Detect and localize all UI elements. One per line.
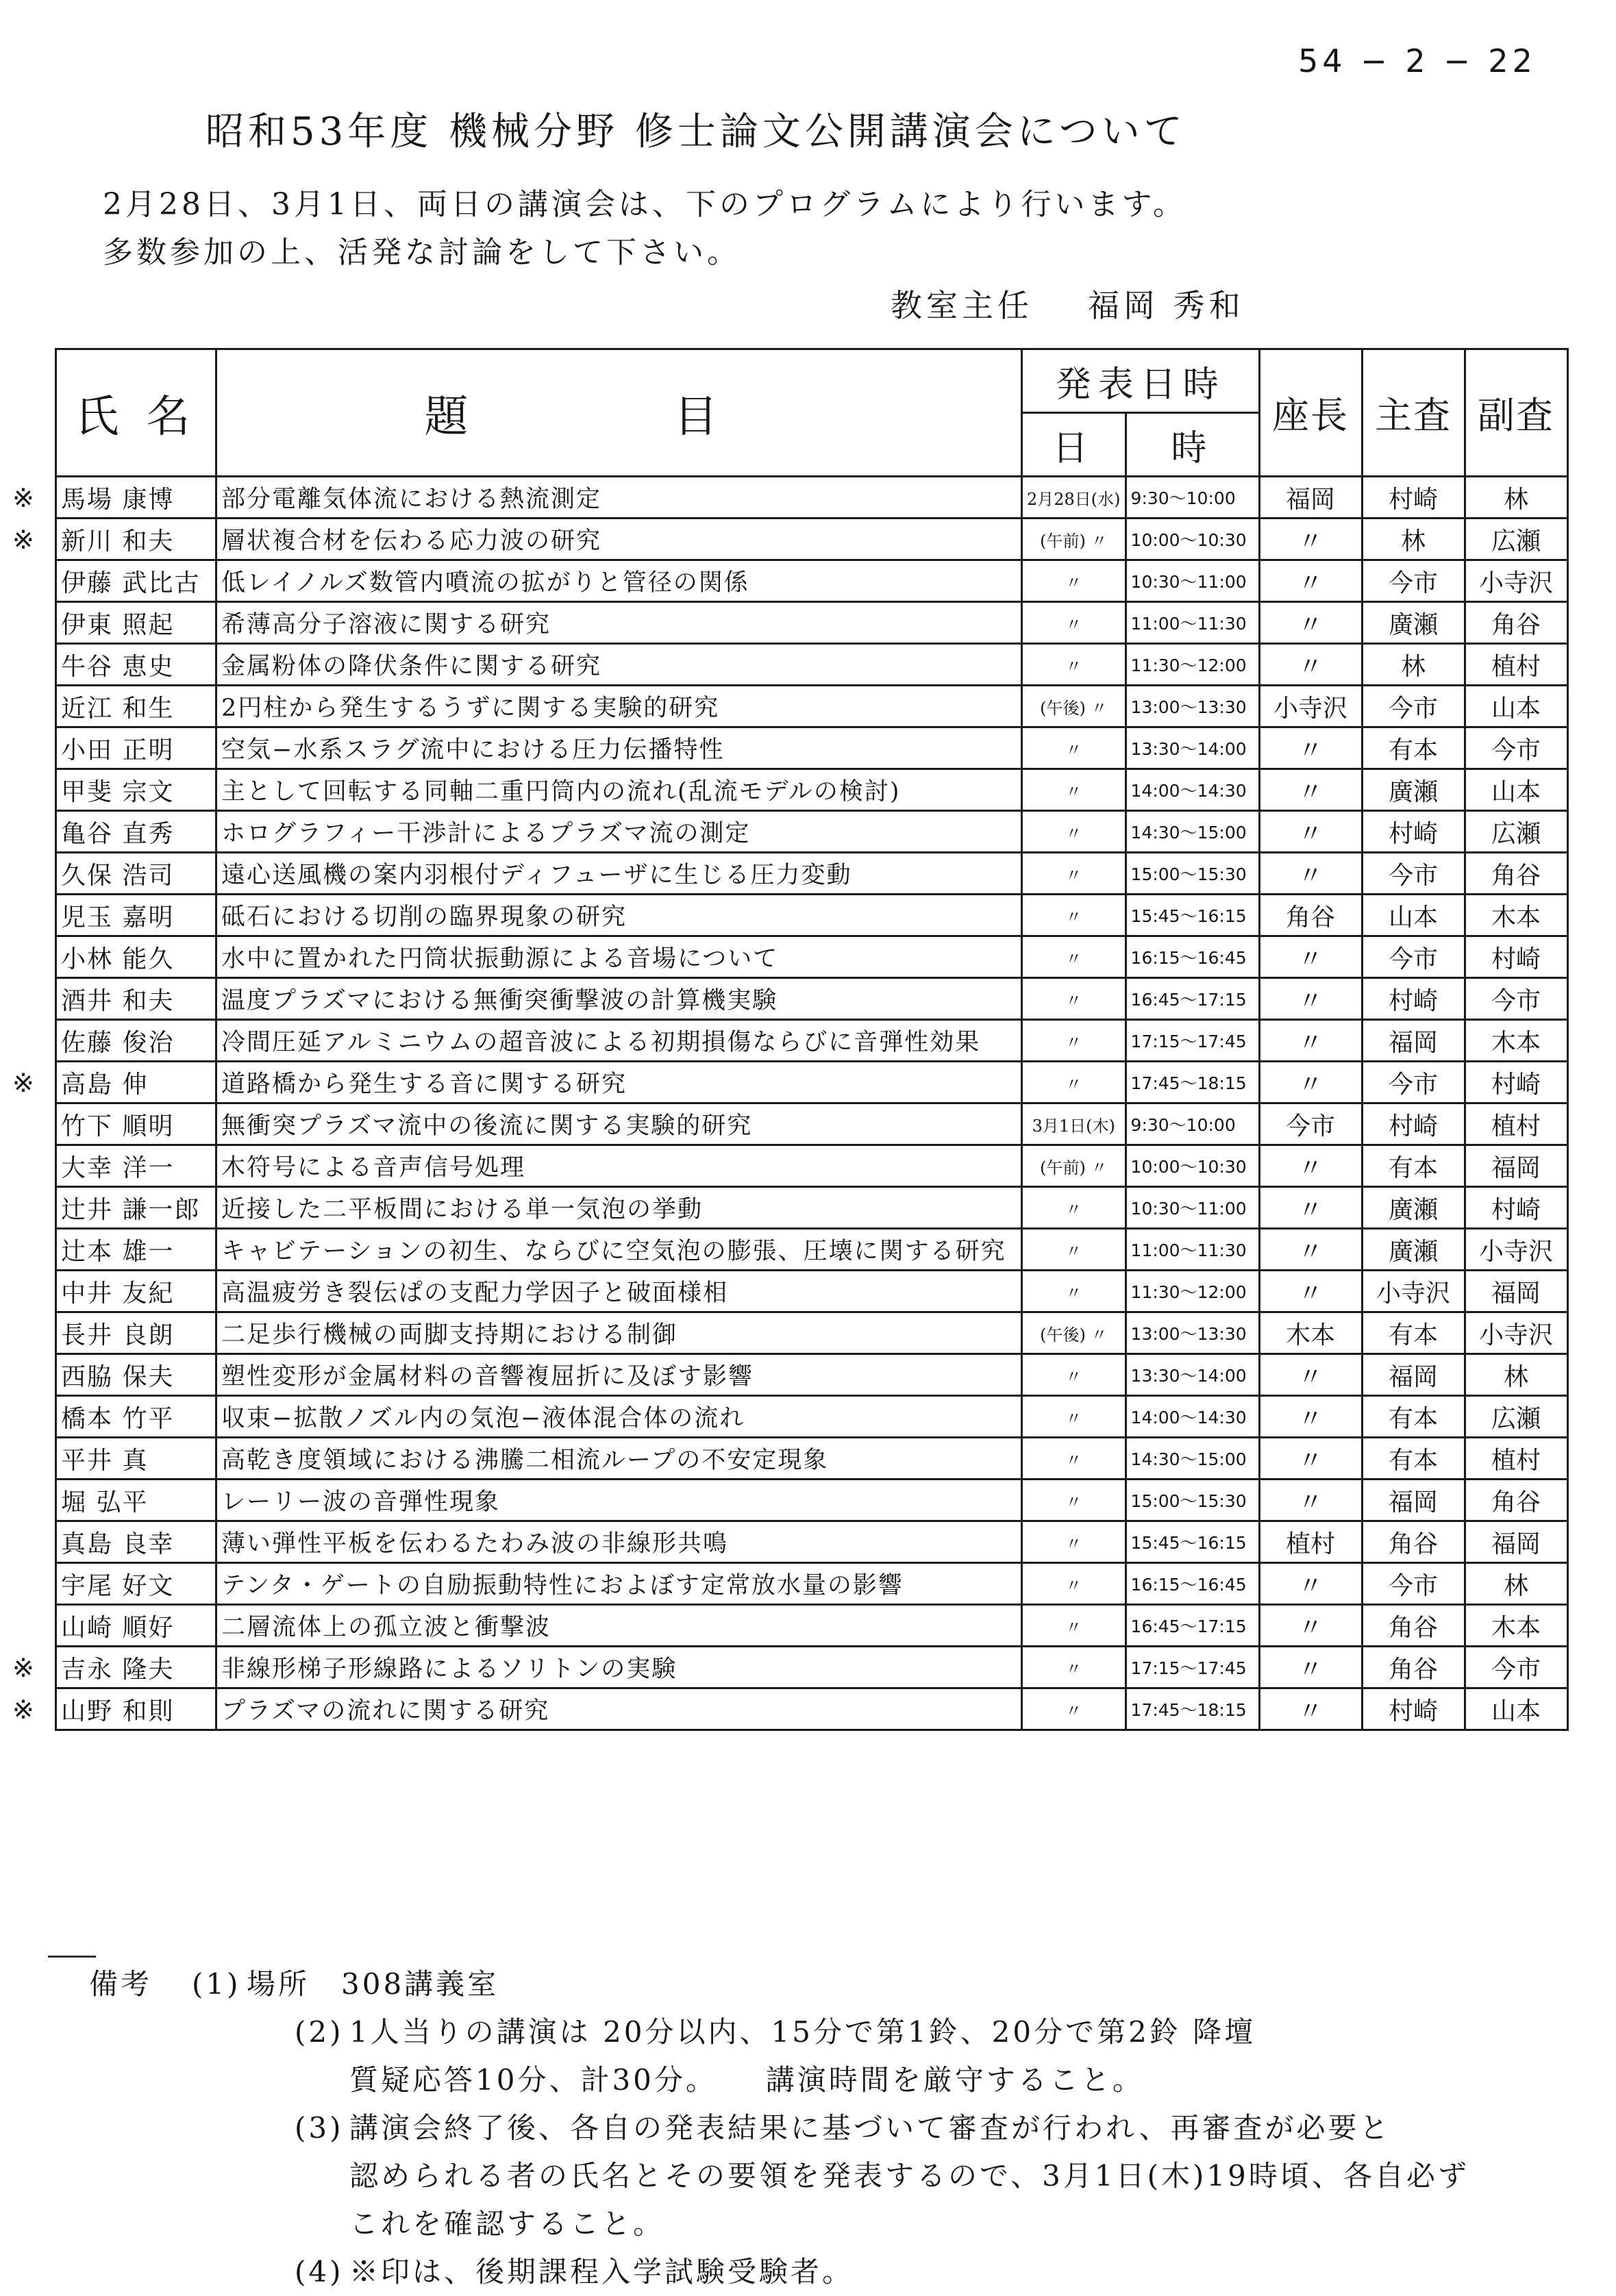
- presentation-time: 14:00〜14:30: [1126, 1396, 1259, 1438]
- note-item: [89, 2056, 1469, 2104]
- notes-label: 備考: [89, 1967, 153, 2001]
- examinee-mark: ※: [12, 525, 34, 555]
- presentation-day: 〃: [1022, 1396, 1126, 1438]
- presentation-time: 15:45〜16:15: [1126, 1521, 1259, 1563]
- presentation-day: 3月1日(木): [1022, 1103, 1126, 1145]
- presentation-time: 13:00〜13:30: [1126, 1312, 1259, 1354]
- presentation-day: 〃: [1022, 769, 1126, 811]
- presentation-day: 〃: [1022, 853, 1126, 895]
- presentation-day: 〃: [1022, 602, 1126, 644]
- session-chair: 〃: [1259, 978, 1362, 1020]
- session-chair: 〃: [1259, 1438, 1362, 1480]
- table-row: [56, 560, 1568, 602]
- intro-line-2: 多数参加の上、活発な討論をして下さい。: [103, 235, 741, 270]
- main-examiner: 福岡: [1362, 1480, 1465, 1521]
- presentation-day: 〃: [1022, 978, 1126, 1020]
- main-examiner: 角谷: [1362, 1605, 1465, 1647]
- presentation-day: (午前) 〃: [1022, 1145, 1126, 1187]
- sub-examiner: 木本: [1465, 1605, 1567, 1647]
- note-text: 認められる者の氏名とその要領を発表するので、3月1日(木)19時頃、各自必ず: [349, 2159, 1469, 2193]
- sub-examiner: 小寺沢: [1465, 560, 1567, 602]
- presentation-time: 15:00〜15:30: [1126, 1480, 1259, 1521]
- table-row: [56, 1521, 1568, 1563]
- thesis-title: 無衝突プラズマ流中の後流に関する実験的研究: [216, 1103, 1022, 1145]
- presentation-time: 9:30〜10:00: [1126, 477, 1259, 519]
- main-examiner: 有本: [1362, 1312, 1465, 1354]
- presentation-time: 10:00〜10:30: [1126, 519, 1259, 560]
- thesis-title: 低レイノルズ数管内噴流の拡がりと管径の関係: [216, 560, 1022, 602]
- thesis-title: 二足歩行機械の両脚支持期における制御: [216, 1312, 1022, 1354]
- presentation-day: 2月28日(水): [1022, 477, 1126, 519]
- presenter-name: 牛谷 恵史: [56, 644, 216, 686]
- main-examiner: 有本: [1362, 1438, 1465, 1480]
- sub-examiner: 村崎: [1465, 1062, 1567, 1103]
- page-title: 昭和53年度 機械分野 修士論文公開講演会について: [206, 110, 1186, 154]
- thesis-title: 主として回転する同軸二重円筒内の流れ(乱流モデルの検討): [216, 769, 1022, 811]
- document-number: 54 − 2 − 22: [1298, 42, 1537, 79]
- presentation-time: 17:15〜17:45: [1126, 1647, 1259, 1688]
- presentation-day: 〃: [1022, 1271, 1126, 1312]
- note-text: 1人当りの講演は 20分以内、15分で第1鈴、20分で第2鈴 降壇: [349, 2015, 1256, 2049]
- presentation-time: 10:30〜11:00: [1126, 560, 1259, 602]
- thesis-title: 遠心送風機の案内羽根付ディフューザに生じる圧力変動: [216, 853, 1022, 895]
- presenter-name: 平井 真: [56, 1438, 216, 1480]
- thesis-title: 近接した二平板間における単一気泡の挙動: [216, 1187, 1022, 1229]
- presentation-day: 〃: [1022, 1187, 1126, 1229]
- sub-examiner: 小寺沢: [1465, 1312, 1567, 1354]
- table-row: [56, 1563, 1568, 1605]
- thesis-title: 高乾き度領域における沸騰二相流ループの不安定現象: [216, 1438, 1022, 1480]
- divider: [48, 1956, 96, 1958]
- session-chair: 〃: [1259, 602, 1362, 644]
- note-item: [89, 2248, 1469, 2296]
- presenter-name: 酒井 和夫: [56, 978, 216, 1020]
- note-number: (1): [192, 1967, 241, 2001]
- sub-examiner: 小寺沢: [1465, 1229, 1567, 1271]
- intro-line-1: 2月28日、3月1日、両日の講演会は、下のプログラムにより行います。: [103, 187, 1187, 222]
- sub-examiner: 村崎: [1465, 1187, 1567, 1229]
- header-chair: 座長: [1259, 349, 1362, 477]
- thesis-title: 冷間圧延アルミニウムの超音波による初期損傷ならびに音弾性効果: [216, 1020, 1022, 1062]
- sub-examiner: 山本: [1465, 686, 1567, 727]
- thesis-title: 非線形梯子形線路によるソリトンの実験: [216, 1647, 1022, 1688]
- presenter-name: 堀 弘平: [56, 1480, 216, 1521]
- main-examiner: 今市: [1362, 1563, 1465, 1605]
- session-chair: 角谷: [1259, 895, 1362, 936]
- presentation-day: 〃: [1022, 936, 1126, 978]
- thesis-title: プラズマの流れに関する研究: [216, 1688, 1022, 1730]
- main-examiner: 今市: [1362, 853, 1465, 895]
- header-datetime: 発表日時: [1022, 349, 1260, 413]
- main-examiner: 廣瀬: [1362, 1187, 1465, 1229]
- presentation-time: 16:15〜16:45: [1126, 936, 1259, 978]
- table-row: [56, 1312, 1568, 1354]
- main-examiner: 有本: [1362, 727, 1465, 769]
- presentation-time: 14:30〜15:00: [1126, 811, 1259, 853]
- main-examiner: 村崎: [1362, 1688, 1465, 1730]
- presenter-name: 長井 良朗: [56, 1312, 216, 1354]
- presentation-day: 〃: [1022, 644, 1126, 686]
- sub-examiner: 福岡: [1465, 1145, 1567, 1187]
- presenter-name: 甲斐 宗文: [56, 769, 216, 811]
- sub-examiner: 福岡: [1465, 1521, 1567, 1563]
- presenter-name: 真島 良幸: [56, 1521, 216, 1563]
- presentation-time: 16:45〜17:15: [1126, 978, 1259, 1020]
- presenter-name: 橋本 竹平: [56, 1396, 216, 1438]
- presentation-time: 13:00〜13:30: [1126, 686, 1259, 727]
- sub-examiner: 木本: [1465, 895, 1567, 936]
- presentation-day: 〃: [1022, 1229, 1126, 1271]
- program-table: [55, 348, 1569, 1731]
- header-main-examiner: 主査: [1362, 349, 1465, 477]
- presenter-name: 中井 友紀: [56, 1271, 216, 1312]
- presenter-name: 山崎 順好: [56, 1605, 216, 1647]
- note-text: 場所 308講義室: [247, 1967, 499, 2001]
- presentation-day: 〃: [1022, 1521, 1126, 1563]
- thesis-title: 砥石における切削の臨界現象の研究: [216, 895, 1022, 936]
- presentation-time: 16:15〜16:45: [1126, 1563, 1259, 1605]
- table-row: [56, 1354, 1568, 1396]
- thesis-title: ホログラフィー干渉計によるプラズマ流の測定: [216, 811, 1022, 853]
- session-chair: 〃: [1259, 936, 1362, 978]
- presentation-day: 〃: [1022, 1480, 1126, 1521]
- chief-name: 福岡 秀和: [1088, 287, 1245, 324]
- note-number: (2): [295, 2015, 344, 2049]
- thesis-title: 空気−水系スラグ流中における圧力伝播特性: [216, 727, 1022, 769]
- session-chair: 〃: [1259, 519, 1362, 560]
- main-examiner: 福岡: [1362, 1020, 1465, 1062]
- session-chair: 〃: [1259, 1605, 1362, 1647]
- presentation-day: (午後) 〃: [1022, 1312, 1126, 1354]
- table-row: [56, 1103, 1568, 1145]
- main-examiner: 今市: [1362, 560, 1465, 602]
- main-examiner: 有本: [1362, 1396, 1465, 1438]
- table-row: [56, 602, 1568, 644]
- presentation-time: 11:00〜11:30: [1126, 1229, 1259, 1271]
- presentation-day: 〃: [1022, 1438, 1126, 1480]
- presenter-name: 吉永 隆夫: [56, 1647, 216, 1688]
- presenter-name: 大幸 洋一: [56, 1145, 216, 1187]
- presenter-name: 西脇 保夫: [56, 1354, 216, 1396]
- presentation-time: 17:45〜18:15: [1126, 1688, 1259, 1730]
- session-chair: 〃: [1259, 853, 1362, 895]
- session-chair: 〃: [1259, 1187, 1362, 1229]
- presenter-name: 高島 伸: [56, 1062, 216, 1103]
- session-chair: 〃: [1259, 1145, 1362, 1187]
- session-chair: 植村: [1259, 1521, 1362, 1563]
- presentation-time: 11:00〜11:30: [1126, 602, 1259, 644]
- presentation-day: 〃: [1022, 1563, 1126, 1605]
- thesis-title: 塑性変形が金属材料の音響複屈折に及ぼす影響: [216, 1354, 1022, 1396]
- table-row: [56, 811, 1568, 853]
- session-chair: 〃: [1259, 1688, 1362, 1730]
- header-sub-examiner: 副査: [1465, 349, 1567, 477]
- session-chair: 〃: [1259, 560, 1362, 602]
- thesis-title: 薄い弾性平板を伝わるたわみ波の非線形共鳴: [216, 1521, 1022, 1563]
- thesis-title: 希薄高分子溶液に関する研究: [216, 602, 1022, 644]
- main-examiner: 村崎: [1362, 811, 1465, 853]
- session-chair: 〃: [1259, 769, 1362, 811]
- session-chair: 〃: [1259, 1271, 1362, 1312]
- note-text: ※印は、後期課程入学試験受験者。: [349, 2255, 854, 2288]
- table-row: [56, 1062, 1568, 1103]
- note-item: [89, 2152, 1469, 2200]
- presenter-name: 児玉 嘉明: [56, 895, 216, 936]
- session-chair: 〃: [1259, 1062, 1362, 1103]
- thesis-title: 水中に置かれた円筒状振動源による音場について: [216, 936, 1022, 978]
- session-chair: 〃: [1259, 811, 1362, 853]
- thesis-title: キャビテーションの初生、ならびに空気泡の膨張、圧壊に関する研究: [216, 1229, 1022, 1271]
- note-text: これを確認すること。: [349, 2207, 665, 2241]
- presentation-time: 9:30〜10:00: [1126, 1103, 1259, 1145]
- presenter-name: 新川 和夫: [56, 519, 216, 560]
- thesis-title: レーリー波の音弾性現象: [216, 1480, 1022, 1521]
- thesis-title: 2円柱から発生するうずに関する実験的研究: [216, 686, 1022, 727]
- presenter-name: 辻本 雄一: [56, 1229, 216, 1271]
- note-number: (4): [295, 2255, 344, 2288]
- main-examiner: 廣瀬: [1362, 602, 1465, 644]
- presentation-day: 〃: [1022, 1688, 1126, 1730]
- presenter-name: 小林 能久: [56, 936, 216, 978]
- presenter-name: 伊藤 武比古: [56, 560, 216, 602]
- session-chair: 〃: [1259, 1396, 1362, 1438]
- header-topic: 題 目: [216, 349, 1022, 477]
- presentation-time: 16:45〜17:15: [1126, 1605, 1259, 1647]
- presentation-day: 〃: [1022, 895, 1126, 936]
- table-row: [56, 936, 1568, 978]
- note-number: (3): [295, 2111, 344, 2145]
- presentation-time: 11:30〜12:00: [1126, 1271, 1259, 1312]
- sub-examiner: 木本: [1465, 1020, 1567, 1062]
- presentation-day: 〃: [1022, 1605, 1126, 1647]
- presenter-name: 馬場 康博: [56, 477, 216, 519]
- main-examiner: 村崎: [1362, 1103, 1465, 1145]
- session-chair: 今市: [1259, 1103, 1362, 1145]
- session-chair: 〃: [1259, 1020, 1362, 1062]
- presenter-name: 竹下 順明: [56, 1103, 216, 1145]
- sub-examiner: 植村: [1465, 1438, 1567, 1480]
- sub-examiner: 山本: [1465, 769, 1567, 811]
- session-chair: 〃: [1259, 727, 1362, 769]
- main-examiner: 廣瀬: [1362, 769, 1465, 811]
- department-chief: [891, 281, 1300, 326]
- main-examiner: 村崎: [1362, 978, 1465, 1020]
- presenter-name: 辻井 謙一郎: [56, 1187, 216, 1229]
- examinee-mark: ※: [12, 1653, 34, 1683]
- table-row: [56, 1647, 1568, 1688]
- table-row: [56, 686, 1568, 727]
- table-row: [56, 1688, 1568, 1730]
- presentation-time: 10:00〜10:30: [1126, 1145, 1259, 1187]
- sub-examiner: 今市: [1465, 727, 1567, 769]
- header-day: 日: [1022, 413, 1126, 477]
- header-name: 氏 名: [56, 349, 216, 477]
- session-chair: 木本: [1259, 1312, 1362, 1354]
- presenter-name: 近江 和生: [56, 686, 216, 727]
- session-chair: 〃: [1259, 1229, 1362, 1271]
- presenter-name: 小田 正明: [56, 727, 216, 769]
- sub-examiner: 広瀬: [1465, 811, 1567, 853]
- table-row: [56, 1145, 1568, 1187]
- sub-examiner: 福岡: [1465, 1271, 1567, 1312]
- session-chair: 〃: [1259, 1480, 1362, 1521]
- note-text: 講演会終了後、各自の発表結果に基づいて審査が行われ、再審査が必要と: [349, 2111, 1391, 2145]
- table-row: [56, 1020, 1568, 1062]
- presentation-time: 14:00〜14:30: [1126, 769, 1259, 811]
- presenter-name: 伊東 照起: [56, 602, 216, 644]
- table-row: [56, 1396, 1568, 1438]
- table-row: [56, 1187, 1568, 1229]
- presentation-time: 17:15〜17:45: [1126, 1020, 1259, 1062]
- presentation-day: 〃: [1022, 1020, 1126, 1062]
- sub-examiner: 林: [1465, 1563, 1567, 1605]
- note-text: 質疑応答10分、計30分。 講演時間を厳守すること。: [349, 2063, 1144, 2097]
- main-examiner: 今市: [1362, 686, 1465, 727]
- table-row: [56, 1438, 1568, 1480]
- main-examiner: 角谷: [1362, 1521, 1465, 1563]
- main-examiner: 林: [1362, 519, 1465, 560]
- main-examiner: 林: [1362, 644, 1465, 686]
- examinee-mark: ※: [12, 1068, 34, 1098]
- thesis-title: テンタ・ゲートの自励振動特性におよぼす定常放水量の影響: [216, 1563, 1022, 1605]
- presentation-day: 〃: [1022, 1354, 1126, 1396]
- thesis-title: 二層流体上の孤立波と衝撃波: [216, 1605, 1022, 1647]
- table-row: [56, 853, 1568, 895]
- presenter-name: 宇尾 好文: [56, 1563, 216, 1605]
- presenter-name: 山野 和則: [56, 1688, 216, 1730]
- presentation-day: 〃: [1022, 1647, 1126, 1688]
- sub-examiner: 今市: [1465, 1647, 1567, 1688]
- header-time: 時: [1126, 413, 1259, 477]
- sub-examiner: 角谷: [1465, 853, 1567, 895]
- session-chair: 〃: [1259, 1563, 1362, 1605]
- presentation-time: 13:30〜14:00: [1126, 727, 1259, 769]
- note-item: [89, 1960, 1469, 2008]
- presenter-name: 久保 浩司: [56, 853, 216, 895]
- presentation-time: 10:30〜11:00: [1126, 1187, 1259, 1229]
- presentation-day: 〃: [1022, 1062, 1126, 1103]
- thesis-title: 部分電離気体流における熱流測定: [216, 477, 1022, 519]
- presentation-time: 14:30〜15:00: [1126, 1438, 1259, 1480]
- sub-examiner: 林: [1465, 1354, 1567, 1396]
- table-row: [56, 1271, 1568, 1312]
- thesis-title: 高温疲労き裂伝ぱの支配力学因子と破面様相: [216, 1271, 1022, 1312]
- presentation-day: 〃: [1022, 811, 1126, 853]
- table-row: [56, 727, 1568, 769]
- presenter-name: 亀谷 直秀: [56, 811, 216, 853]
- sub-examiner: 林: [1465, 477, 1567, 519]
- sub-examiner: 植村: [1465, 1103, 1567, 1145]
- presentation-day: 〃: [1022, 727, 1126, 769]
- main-examiner: 小寺沢: [1362, 1271, 1465, 1312]
- sub-examiner: 今市: [1465, 978, 1567, 1020]
- main-examiner: 有本: [1362, 1145, 1465, 1187]
- sub-examiner: 広瀬: [1465, 519, 1567, 560]
- main-examiner: 角谷: [1362, 1647, 1465, 1688]
- table-row: [56, 1480, 1568, 1521]
- presentation-day: 〃: [1022, 560, 1126, 602]
- program-rows: [56, 477, 1568, 1730]
- chief-role: 教室主任: [891, 287, 1033, 324]
- main-examiner: 今市: [1362, 1062, 1465, 1103]
- presentation-time: 15:45〜16:15: [1126, 895, 1259, 936]
- table-row: [56, 895, 1568, 936]
- session-chair: 〃: [1259, 644, 1362, 686]
- presentation-time: 15:00〜15:30: [1126, 853, 1259, 895]
- thesis-title: 金属粉体の降伏条件に関する研究: [216, 644, 1022, 686]
- thesis-title: 収束−拡散ノズル内の気泡−液体混合体の流れ: [216, 1396, 1022, 1438]
- main-examiner: 廣瀬: [1362, 1229, 1465, 1271]
- sub-examiner: 広瀬: [1465, 1396, 1567, 1438]
- sub-examiner: 植村: [1465, 644, 1567, 686]
- note-item: [89, 2008, 1469, 2056]
- sub-examiner: 角谷: [1465, 602, 1567, 644]
- presentation-time: 13:30〜14:00: [1126, 1354, 1259, 1396]
- presentation-time: 11:30〜12:00: [1126, 644, 1259, 686]
- notes-section: [89, 1960, 1469, 2296]
- sub-examiner: 村崎: [1465, 936, 1567, 978]
- main-examiner: 山本: [1362, 895, 1465, 936]
- session-chair: 小寺沢: [1259, 686, 1362, 727]
- main-examiner: 今市: [1362, 936, 1465, 978]
- table-row: [56, 978, 1568, 1020]
- examinee-mark: ※: [12, 1695, 34, 1725]
- table-row: [56, 519, 1568, 560]
- thesis-title: 温度プラズマにおける無衝突衝撃波の計算機実験: [216, 978, 1022, 1020]
- session-chair: 〃: [1259, 1647, 1362, 1688]
- sub-examiner: 山本: [1465, 1688, 1567, 1730]
- session-chair: 福岡: [1259, 477, 1362, 519]
- thesis-title: 木符号による音声信号処理: [216, 1145, 1022, 1187]
- note-item: [89, 2104, 1469, 2152]
- table-row: [56, 1229, 1568, 1271]
- session-chair: 〃: [1259, 1354, 1362, 1396]
- main-examiner: 村崎: [1362, 477, 1465, 519]
- presenter-name: 佐藤 俊治: [56, 1020, 216, 1062]
- table-row: [56, 769, 1568, 811]
- thesis-title: 層状複合材を伝わる応力波の研究: [216, 519, 1022, 560]
- presentation-day: (午後) 〃: [1022, 686, 1126, 727]
- table-row: [56, 477, 1568, 519]
- thesis-title: 道路橋から発生する音に関する研究: [216, 1062, 1022, 1103]
- table-row: [56, 1605, 1568, 1647]
- table-row: [56, 644, 1568, 686]
- note-item: [89, 2200, 1469, 2248]
- presentation-time: 17:45〜18:15: [1126, 1062, 1259, 1103]
- presentation-day: (午前) 〃: [1022, 519, 1126, 560]
- sub-examiner: 角谷: [1465, 1480, 1567, 1521]
- examinee-mark: ※: [12, 483, 34, 513]
- main-examiner: 福岡: [1362, 1354, 1465, 1396]
